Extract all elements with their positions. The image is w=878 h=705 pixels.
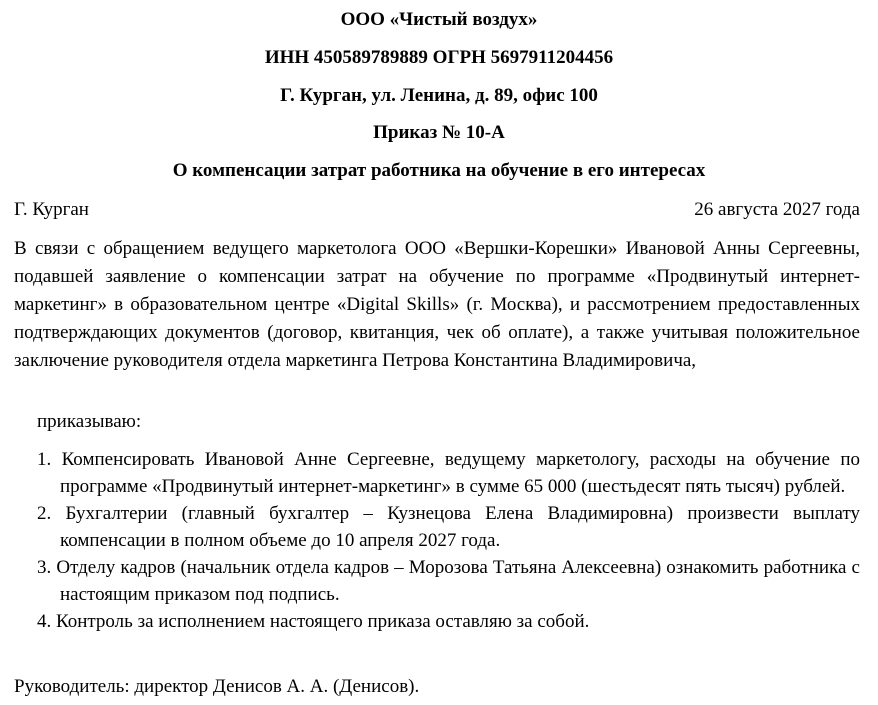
company-name: ООО «Чистый воздух» — [340, 9, 538, 30]
preamble-paragraph: В связи с обращением ведущего маркетолога ООО «Вершки-Корешки» Ивановой Анны Сергеевны, подавшей заявление о компенсации затрат на обучение по программе «Продвинутый интернет-маркетинг» в образовательном центре «Digital Skills» (г. Москва), и рассмотрением предоставленных подтверждающих документов (договор, квитанция, чек об оплате), а также учитывая положительное заключение руководителя отдела маркетинга Петрова Константина Владимировича, — [14, 238, 860, 371]
order-item: 1. Компенсировать Ивановой Анне Сергеевне, ведущему маркетологу, расходы на обучение по программе «Продвинутый интернет-маркетинг» в сумме 65 000 (шестьдесят пять тысяч) рублей. — [37, 449, 860, 497]
order-item: 3. Отделу кадров (начальник отдела кадров – Морозова Татьяна Алексеевна) ознакомить работника с настоящим приказом под подпись. — [37, 557, 860, 605]
order-item: 2. Бухгалтерии (главный бухгалтер – Кузнецова Елена Владимировна) произвести выплату компенсации в полном объеме до 10 апреля 2027 года. — [37, 503, 860, 551]
order-items-list — [37, 446, 860, 635]
date: 26 августа 2027 года — [694, 199, 860, 220]
signature-line: Руководитель: директор Денисов А. А. (Денисов). — [14, 676, 420, 697]
company-address: Г. Курган, ул. Ленина, д. 89, офис 100 — [280, 85, 598, 106]
order-subject: О компенсации затрат работника на обучение в его интересах — [172, 160, 706, 181]
order-number: Приказ № 10-А — [373, 122, 505, 143]
order-word: приказываю: — [37, 411, 142, 432]
place-date-row — [14, 199, 860, 221]
order-item: 4. Контроль за исполнением настоящего приказа оставляю за собой. — [37, 611, 590, 632]
place: Г. Курган — [14, 199, 89, 220]
company-ids: ИНН 450589789889 ОГРН 5697911204456 — [264, 47, 614, 68]
